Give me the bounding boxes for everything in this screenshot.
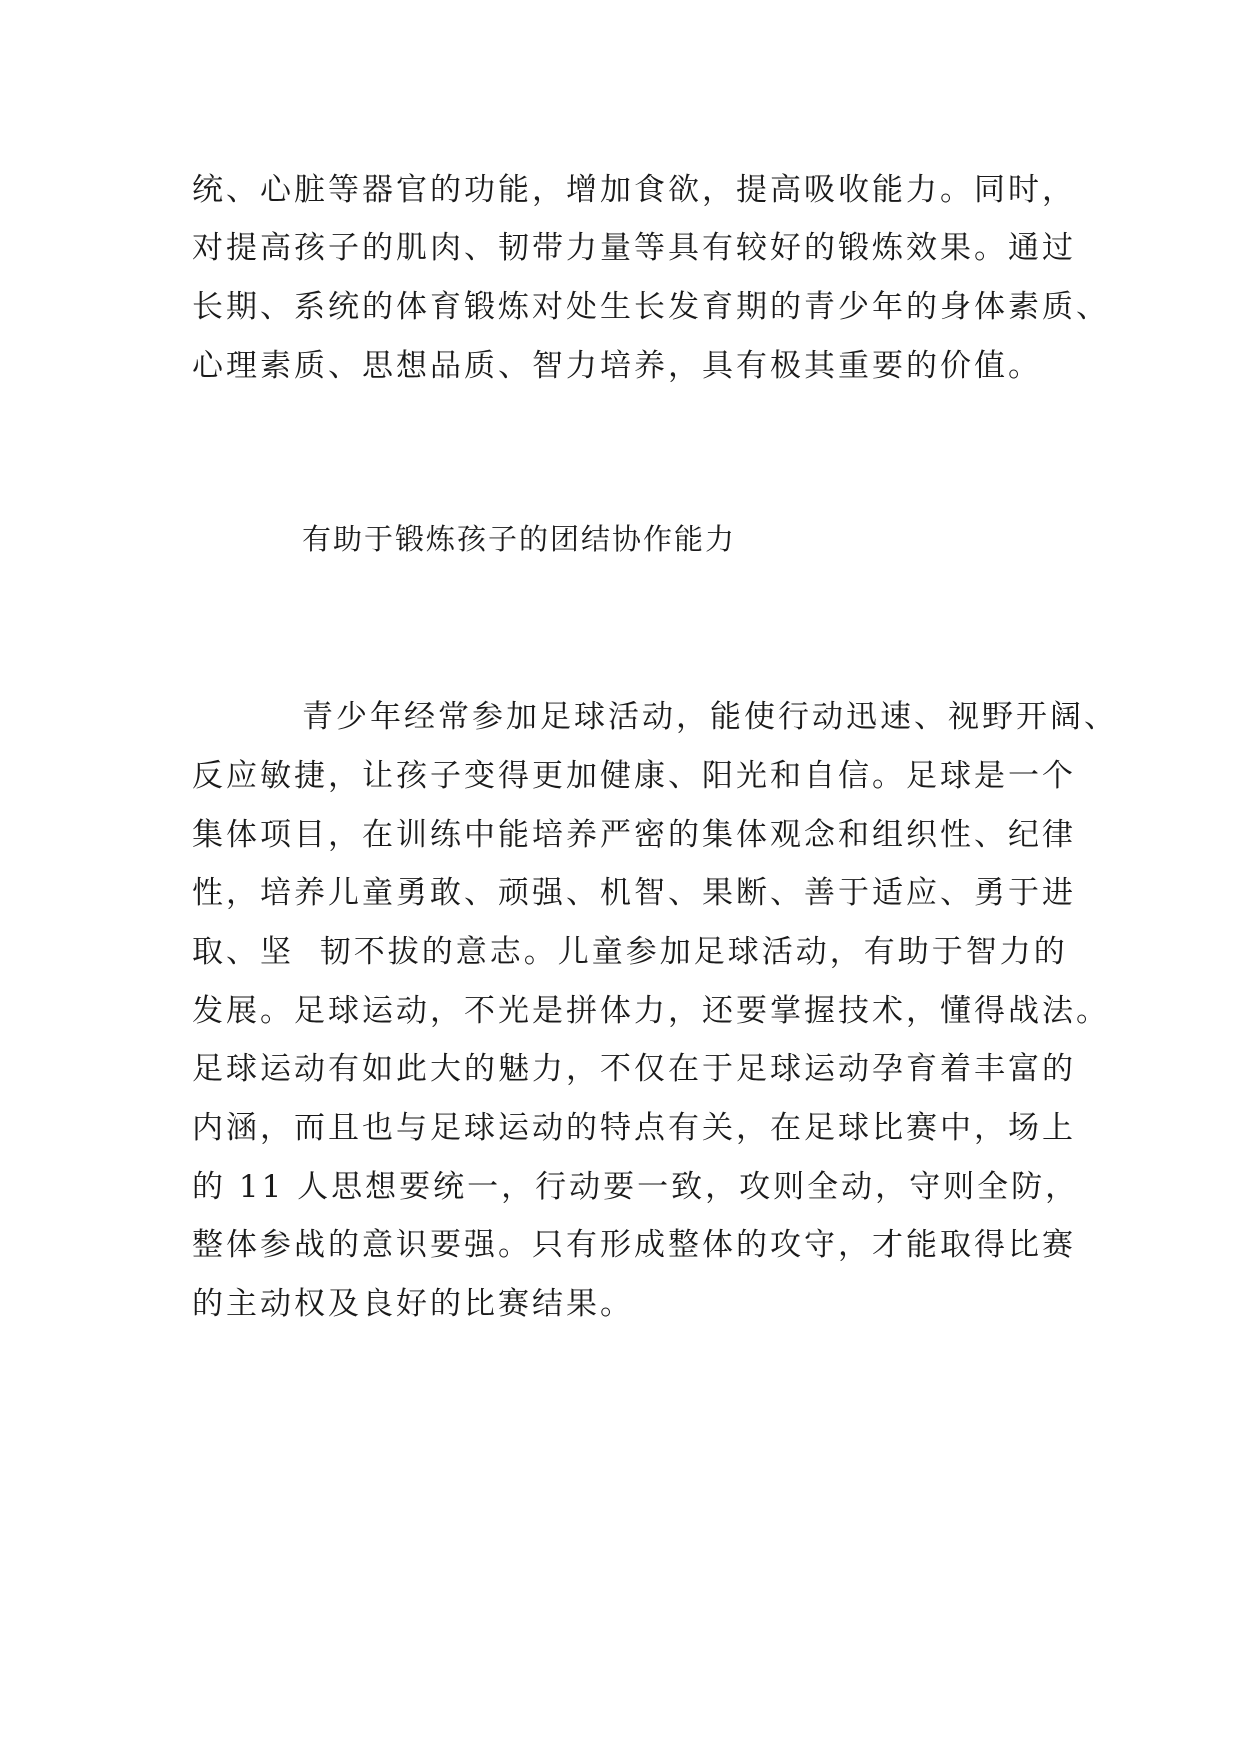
text-line: 统、心脏等器官的功能，增加食欲，提高吸收能力。同时， (192, 172, 1076, 208)
text-line: 长期、系统的体育锻炼对处生长发育期的青少年的身体素质、 (192, 289, 1110, 325)
text-line: 足球运动有如此大的魅力，不仅在于足球运动孕育着丰富的 (192, 1051, 1076, 1087)
section-heading: 有助于锻炼孩子的团结协作能力 (302, 522, 737, 556)
text-line: 的 11 人思想要统一，行动要一致，攻则全动，守则全防， (192, 1169, 1080, 1205)
text-line: 整体参战的意识要强。只有形成整体的攻守，才能取得比赛 (192, 1227, 1076, 1263)
text-line: 心理素质、思想品质、智力培养，具有极其重要的价值。 (192, 348, 1042, 384)
text-line: 的主动权及良好的比赛结果。 (192, 1286, 634, 1322)
text-line: 集体项目，在训练中能培养严密的集体观念和组织性、纪律 (192, 817, 1076, 853)
text-line: 对提高孩子的肌肉、韧带力量等具有较好的锻炼效果。通过 (192, 230, 1076, 266)
text-line: 发展。足球运动，不光是拼体力，还要掌握技术，懂得战法。 (192, 993, 1110, 1029)
text-line: 性，培养儿童勇敢、顽强、机智、果断、善于适应、勇于进 (192, 875, 1076, 911)
text-line: 反应敏捷，让孩子变得更加健康、阳光和自信。足球是一个 (192, 758, 1076, 794)
text-line: 取、坚 韧不拔的意志。儿童参加足球活动，有助于智力的 (192, 934, 1068, 970)
text-line: 青少年经常参加足球活动，能使行动迅速、视野开阔、 (302, 699, 1118, 735)
text-line: 内涵，而且也与足球运动的特点有关，在足球比赛中，场上 (192, 1110, 1076, 1146)
